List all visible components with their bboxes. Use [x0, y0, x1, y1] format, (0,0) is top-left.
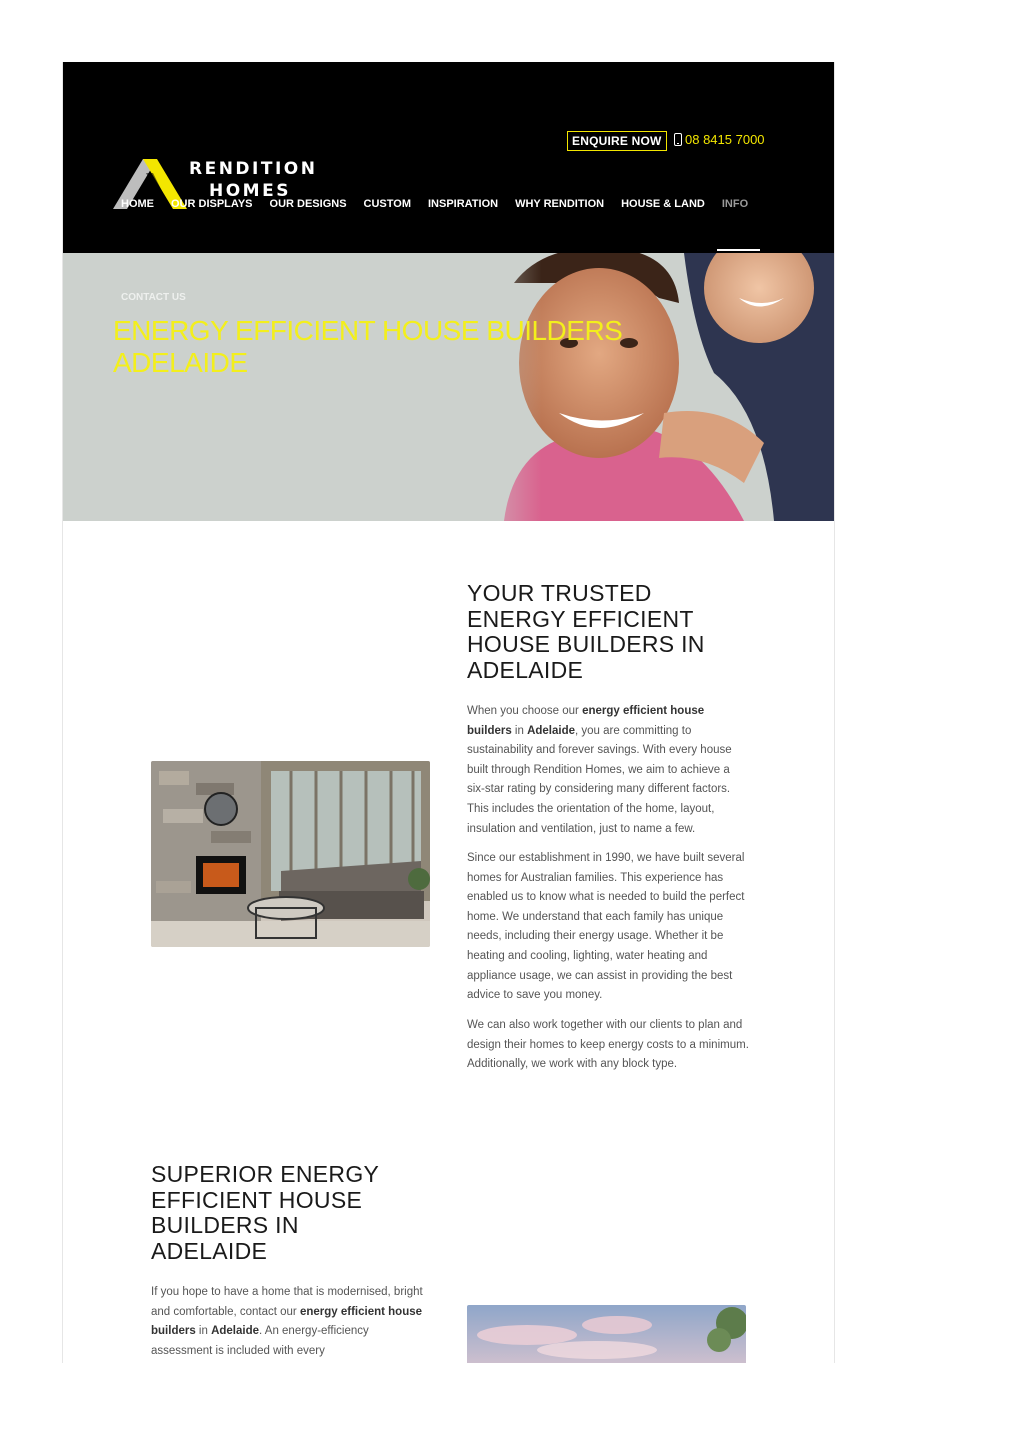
section2-heading: SUPERIOR ENERGY EFFICIENT HOUSE BUILDERS IN ADELAIDE: [151, 1161, 379, 1264]
logo-text-line1: RENDITION: [189, 159, 318, 179]
section2-p1-location: Adelaide: [211, 1325, 260, 1338]
living-room-photo: [151, 761, 430, 947]
section2-paragraph1: [151, 1283, 433, 1361]
active-nav-indicator: [717, 249, 760, 251]
nav-why-rendition[interactable]: WHY RENDITION: [515, 198, 605, 210]
nav-home[interactable]: HOME: [121, 198, 154, 210]
phone-icon: [674, 133, 682, 146]
nav-custom[interactable]: CUSTOM: [363, 198, 411, 210]
nav-info[interactable]: INFO: [721, 198, 749, 210]
hero-family-photo: [444, 253, 834, 521]
logo-text-line2: HOMES: [209, 181, 291, 201]
section1-p1-text-e: , you are committing to sustainability and forever savings. With every house built through Rendition Homes, we aim to achieve a six-star rating by considering many different factors. This includes the orientation of the home, layout, insulation and ventilation, just to name a few.: [467, 724, 732, 835]
nav-our-displays[interactable]: OUR DISPLAYS: [171, 198, 253, 210]
page: [62, 62, 835, 1363]
phone-link[interactable]: [674, 132, 765, 147]
section1-p1-location: Adelaide: [527, 724, 576, 737]
breadcrumb[interactable]: CONTACT US: [121, 292, 186, 303]
sky-house-photo: [467, 1305, 746, 1363]
page-title: ENERGY EFFICIENT HOUSE BUILDERS ADELAIDE: [113, 315, 623, 378]
section2-p1-text-a: If you hope to have a home that is modernised, bright and comfortable, contact our: [151, 1286, 423, 1318]
section2-p1-text-e: . An energy-efficiency assessment is included with every: [151, 1325, 369, 1357]
enquire-now-button[interactable]: ENQUIRE NOW: [567, 131, 667, 151]
hero-banner: [63, 253, 834, 521]
section1-p1-text-a: When you choose our: [467, 705, 583, 717]
main-nav: [121, 198, 765, 210]
section2-p1-text-c: in: [195, 1325, 212, 1338]
section1-paragraph3: We can also work together with our clients to plan and design their homes to keep energy costs to a minimum. Additionally, we work with any block type.: [467, 1019, 749, 1071]
nav-inspiration[interactable]: INSPIRATION: [428, 198, 499, 210]
section1-p1-text-c: in: [511, 724, 528, 737]
site-header: [63, 62, 834, 253]
nav-house-and-land[interactable]: HOUSE & LAND: [621, 198, 705, 210]
phone-number: 08 8415 7000: [685, 132, 765, 147]
section1-paragraph1: [467, 702, 749, 839]
section1-p1-keyword: energy efficient house builders: [467, 705, 705, 737]
section1-paragraph2: Since our establishment in 1990, we have built several homes for Australian families. This experience has enabled us to know what is needed to build the perfect home. We understand that each family has unique needs, including their energy usage. Whether it be heating and cooling, lighting, water heating and appliance usage, we can assist in providing the best advice to save you money.: [467, 852, 745, 1002]
nav-our-designs[interactable]: OUR DESIGNS: [269, 198, 347, 210]
section1-heading: YOUR TRUSTED ENERGY EFFICIENT HOUSE BUILDERS IN ADELAIDE: [467, 580, 705, 683]
section2-p1-keyword: energy efficient house builders: [151, 1305, 423, 1338]
